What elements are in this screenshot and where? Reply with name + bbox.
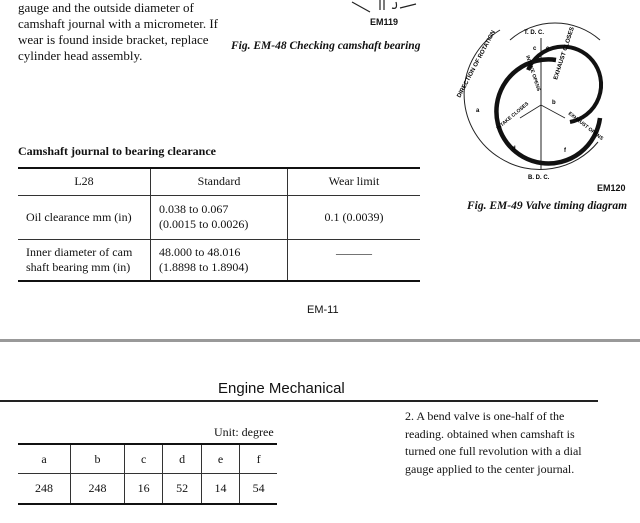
top-paragraph bbox=[18, 0, 218, 64]
page-separator bbox=[0, 339, 640, 342]
cell-line: (1.8898 to 1.8904) bbox=[159, 259, 249, 274]
table-cell: 248 bbox=[71, 474, 125, 504]
table-cell bbox=[18, 239, 151, 281]
table-header-row bbox=[18, 444, 277, 474]
table-header-row bbox=[18, 168, 420, 195]
table-cell: ——— bbox=[288, 239, 421, 281]
section-rule bbox=[0, 400, 598, 402]
clearance-table-title: Camshaft journal to bearing clearance bbox=[18, 144, 216, 158]
text-line: wear is found inside bracket, replace bbox=[18, 32, 209, 47]
rotation-label: DIRECTION OF ROTATION bbox=[456, 29, 498, 99]
text-line: reading. obtained when camshaft is bbox=[405, 426, 575, 441]
text-line: turned one full revolution with a dial bbox=[405, 444, 582, 458]
table-cell: 14 bbox=[201, 474, 239, 504]
header-cell: d bbox=[163, 444, 201, 474]
label-e: e bbox=[546, 46, 550, 52]
header-cell: e bbox=[201, 444, 239, 474]
table-cell: 54 bbox=[240, 474, 277, 504]
page-number: EM-11 bbox=[307, 304, 339, 316]
camshaft-figure-fragment bbox=[340, 0, 420, 16]
table-cell: 0.1 (0.0039) bbox=[288, 195, 421, 239]
header-cell: a bbox=[18, 444, 71, 474]
text-line: cylinder head assembly. bbox=[18, 48, 143, 63]
text-line: gauge and the outside diameter of bbox=[18, 0, 194, 15]
bdc-label: B. D. C. bbox=[528, 175, 550, 181]
cell-line: 0.038 to 0.067 bbox=[159, 202, 229, 216]
unit-label: Unit: degree bbox=[214, 425, 274, 439]
header-cell: f bbox=[240, 444, 277, 474]
table-row bbox=[18, 239, 420, 281]
intake-opens-label: INTAKE OPENS bbox=[524, 54, 542, 92]
table-cell: 52 bbox=[163, 474, 201, 504]
header-cell: c bbox=[124, 444, 162, 474]
header-cell: Standard bbox=[151, 168, 288, 195]
fig48-code: EM119 bbox=[370, 17, 399, 27]
header-cell: b bbox=[71, 444, 125, 474]
table-row bbox=[18, 474, 277, 504]
text-line: camshaft journal with a micrometer. If bbox=[18, 16, 218, 31]
section-header: Engine Mechanical bbox=[218, 380, 345, 397]
timing-table bbox=[18, 443, 277, 505]
table-cell: 16 bbox=[124, 474, 162, 504]
label-b: b bbox=[552, 100, 556, 106]
cell-line: Inner diameter of cam bbox=[26, 244, 133, 259]
text-line: 2. A bend valve is one-half of the bbox=[405, 409, 565, 423]
label-f: f bbox=[564, 148, 566, 154]
table-row bbox=[18, 195, 420, 239]
cell-line: (0.0015 to 0.0026) bbox=[159, 217, 249, 231]
table-cell bbox=[151, 239, 288, 281]
intake-closes-label: INTAKE CLOSES bbox=[495, 101, 531, 132]
exhaust-closes-label: EXHAUST CLOSES bbox=[553, 26, 576, 81]
text-line: gauge applied to the center journal. bbox=[405, 461, 575, 476]
fig49-code: EM120 bbox=[597, 183, 626, 193]
bend-paragraph bbox=[405, 408, 620, 478]
exhaust-opens-label: EXHAUST OPENS bbox=[566, 110, 605, 142]
fig48-caption: Fig. EM-48 Checking camshaft bearing bbox=[231, 40, 421, 52]
table-cell: Oil clearance mm (in) bbox=[18, 195, 151, 239]
valve-timing-diagram bbox=[440, 0, 640, 185]
label-d: d bbox=[512, 146, 516, 152]
header-cell: Wear limit bbox=[288, 168, 421, 195]
table-cell bbox=[151, 195, 288, 239]
clearance-table bbox=[18, 167, 420, 282]
label-c: c bbox=[533, 46, 537, 52]
cell-line: 48.000 to 48.016 bbox=[159, 244, 241, 259]
label-a: a bbox=[476, 108, 480, 114]
fig49-caption: Fig. EM-49 Valve timing diagram bbox=[467, 200, 628, 212]
cell-line: shaft bearing mm (in) bbox=[26, 259, 131, 274]
header-cell: L28 bbox=[18, 168, 151, 195]
table-cell: 248 bbox=[18, 474, 71, 504]
tdc-label: T. D. C. bbox=[524, 30, 545, 36]
